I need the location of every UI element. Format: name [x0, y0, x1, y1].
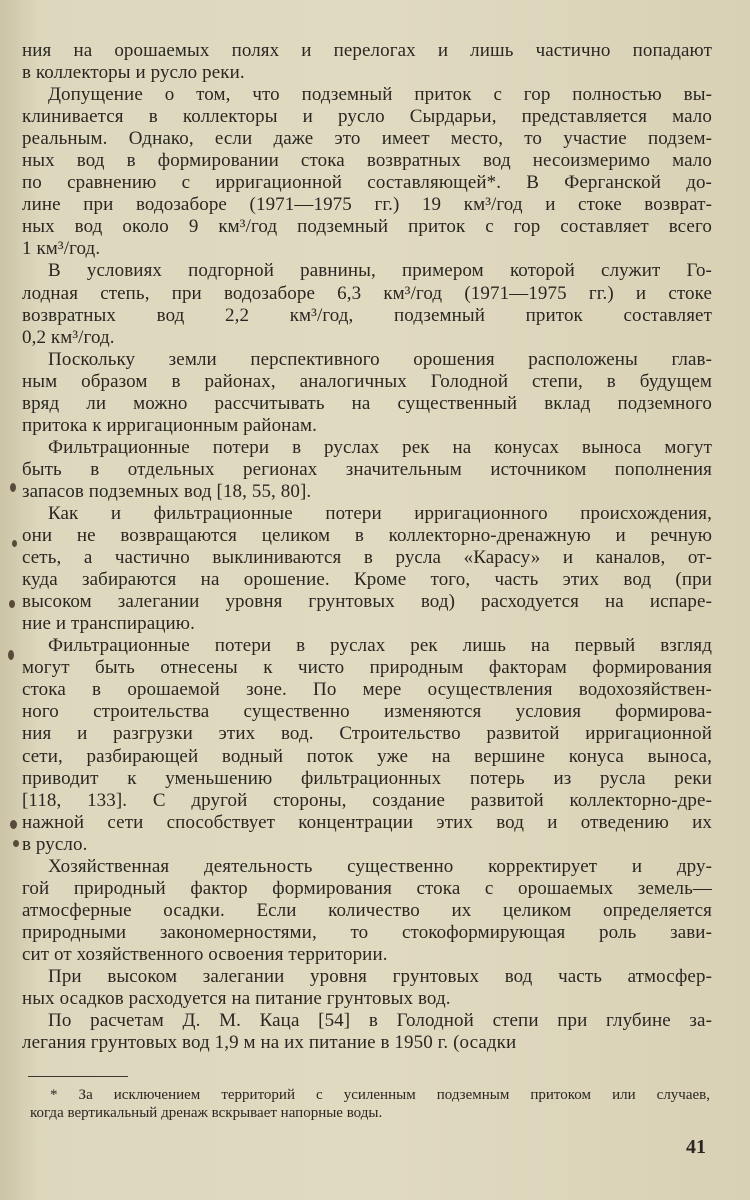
paragraph	[22, 260, 712, 348]
text-line: ных вод в формировании стока возвратных вод несоизмеримо мало	[22, 150, 712, 172]
text-line: 1 км³/год.	[22, 238, 101, 260]
paragraph	[22, 437, 712, 503]
text-line: 0,2 км³/год.	[22, 326, 115, 348]
paragraph	[22, 1010, 712, 1054]
text-line: высоком залегании уровня грунтовых вод) расходуется на испаре-	[22, 591, 712, 613]
text-line: атмосферные осадки. Если количество их целиком определяется	[22, 899, 712, 921]
text-line: в русло.	[22, 833, 88, 855]
text-line: Фильтрационные потери в руслах рек на конусах выноса могут	[48, 436, 712, 458]
text-line: ным образом в районах, аналогичных Голодной степи, в будущем	[22, 370, 712, 392]
stain-mark	[13, 840, 19, 847]
text-line: куда забираются на орошение. Кроме того, часть этих вод (при	[22, 569, 712, 591]
text-line: Допущение о том, что подземный приток с гор полностью вы-	[48, 84, 712, 106]
text-line: клинивается в коллекторы и русло Сырдарьи, представляется мало	[22, 106, 712, 128]
footnote-rule	[28, 1076, 128, 1077]
text-line: Как и фильтрационные потери ирригационного происхождения,	[48, 502, 712, 524]
page-body	[22, 40, 712, 1054]
text-line: По расчетам Д. М. Каца [54] в Голодной степи при глубине за-	[48, 1010, 712, 1032]
stain-mark	[9, 600, 15, 608]
text-line: [118, 133]. С другой стороны, создание развитой коллекторно-дре-	[22, 789, 712, 811]
text-line: запасов подземных вод [18, 55, 80].	[22, 480, 312, 502]
footnote-line: когда вертикальный дренаж вскрывает напорные воды.	[30, 1105, 383, 1121]
text-line: ние и транспирацию.	[22, 613, 195, 635]
stain-mark	[10, 483, 16, 492]
text-line: Фильтрационные потери в руслах рек лишь на первый взгляд	[48, 635, 712, 657]
text-line: сит от хозяйственного освоения территории.	[22, 943, 388, 965]
text-line: лине при водозаборе (1971—1975 гг.) 19 км³/год и стоке возврат-	[22, 194, 712, 216]
text-line: возвратных вод 2,2 км³/год, подземный приток составляет	[22, 304, 712, 326]
paragraph	[22, 966, 712, 1010]
paragraph	[22, 40, 712, 84]
text-line: легания грунтовых вод 1,9 м на их питание в 1950 г. (осадки	[22, 1032, 517, 1054]
text-line: ных вод около 9 км³/год подземный приток с гор составляет всего	[22, 216, 712, 238]
paragraph	[22, 84, 712, 260]
text-line: приводит к уменьшению фильтрационных потерь из русла реки	[22, 767, 712, 789]
text-line: При высоком залегании уровня грунтовых вод часть атмосфер-	[48, 965, 712, 987]
paragraph	[22, 503, 712, 635]
paragraph	[22, 856, 712, 966]
text-line: В условиях подгорной равнины, примером которой служит Го-	[48, 260, 712, 282]
paragraph	[22, 635, 712, 855]
text-line: Хозяйственная деятельность существенно корректирует и дру-	[48, 855, 712, 877]
footnote-line: * За исключением территорий с усиленным подземным притоком или случаев,	[50, 1087, 710, 1103]
text-line: стока в орошаемой зоне. По мере осуществления водохозяйствен-	[22, 679, 712, 701]
text-line: лодная степь, при водозаборе 6,3 км³/год (1971—1975 гг.) и стоке	[22, 282, 712, 304]
text-line: ния и разгрузки этих вод. Строительство развитой ирригационной	[22, 723, 712, 745]
text-line: по сравнению с ирригационной составляющей*. В Ферганской до-	[22, 172, 712, 194]
stain-mark	[12, 540, 17, 547]
text-line: реальным. Однако, если даже это имеет место, то участие подзем-	[22, 128, 712, 150]
stain-mark	[10, 820, 17, 829]
text-line: сеть, а частично выклиниваются в русла «Карасу» и каналов, от-	[22, 547, 712, 569]
text-line: ного строительства существенно изменяются условия формирова-	[22, 701, 712, 723]
stain-mark	[8, 650, 14, 660]
text-line: природными закономерностями, то стокоформирующая роль зави-	[22, 921, 712, 943]
text-line: могут быть отнесены к чисто природным факторам формирования	[22, 657, 712, 679]
text-line: нажной сети способствует концентрации этих вод и отведению их	[22, 811, 712, 833]
text-line: притока к ирригационным районам.	[22, 414, 317, 436]
text-line: они не возвращаются целиком в коллекторно-дренажную и речную	[22, 525, 712, 547]
text-line: гой природный фактор формирования стока с орошаемых земель—	[22, 877, 712, 899]
page-number: 41	[686, 1136, 706, 1158]
text-line: ния на орошаемых полях и перелогах и лишь частично попадают	[22, 40, 712, 61]
text-line: Поскольку земли перспективного орошения расположены глав-	[48, 348, 712, 370]
paragraph	[22, 349, 712, 437]
text-line: сети, разбирающей водный поток уже на вершине конуса выноса,	[22, 745, 712, 767]
text-line: ных осадков расходуется на питание грунтовых вод.	[22, 988, 451, 1010]
text-line: вряд ли можно рассчитывать на существенный вклад подземного	[22, 392, 712, 414]
text-line: в коллекторы и русло реки.	[22, 62, 245, 84]
footnote	[30, 1086, 710, 1122]
text-line: быть в отдельных регионах значительным источником пополнения	[22, 458, 712, 480]
